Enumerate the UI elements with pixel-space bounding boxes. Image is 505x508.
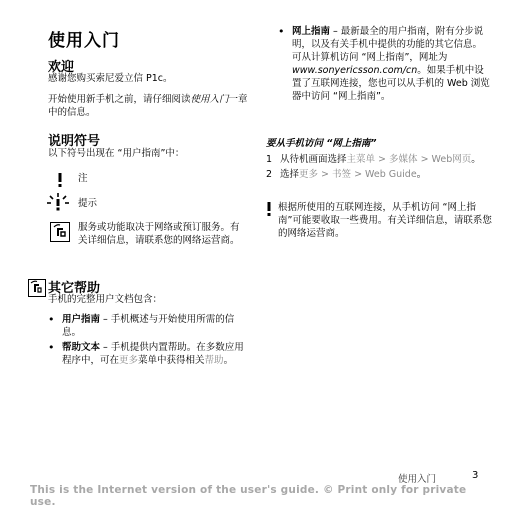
list-item — [278, 25, 490, 103]
step-number: 1 — [266, 154, 273, 165]
symbols-heading: 说明符号 — [48, 134, 101, 149]
intro-text — [48, 93, 253, 119]
bullet-text: 。 — [223, 355, 234, 366]
howto-heading: 要从手机访问 “网上指南” — [266, 138, 377, 149]
note-text: 根据所使用的互联网连接，从手机访问 “网上指南”可能要收取一些费用。有关详细信息，请联系您的网络运营商。 — [278, 202, 492, 239]
tip-icon — [47, 193, 69, 211]
menu-bookmarks: 书签 — [332, 169, 352, 180]
operator-service-icon — [50, 222, 70, 242]
note-icon — [54, 172, 66, 186]
step-item — [266, 153, 488, 166]
intro-suffix: 一章中的信息。 — [48, 94, 248, 118]
intro-link[interactable]: 使用入门 — [190, 94, 229, 105]
welcome-text: 感谢您购买索尼爱立信 P1c。 — [48, 73, 173, 84]
step-text: 。 — [416, 169, 427, 180]
step-text: 选择 — [280, 169, 300, 180]
menu-sep: > — [375, 154, 390, 165]
operator-service-label: 服务或功能取决于网络或预订服务。有关详细信息，请联系您的网络运营商。 — [78, 222, 240, 246]
menu-sep: > — [318, 169, 333, 180]
menu-main: 主菜单 — [346, 154, 376, 165]
help-heading: 其它帮助 — [48, 281, 101, 296]
note-icon — [264, 201, 274, 215]
menu-sep: > — [417, 154, 432, 165]
operator-service-icon — [28, 279, 46, 297]
help-bullets — [48, 313, 253, 369]
step-text: 从待机画面选择 — [280, 154, 347, 165]
bullet-text: – 手机提供内置帮助。在多数应用程序中，可在 — [62, 342, 244, 366]
bullet-bold: 网上指南 — [292, 26, 331, 37]
howto-steps — [266, 153, 488, 183]
help-intro: 手机的完整用户文档包含： — [48, 294, 163, 305]
intro-prefix: 开始使用新手机之前，请仔细阅读 — [48, 94, 191, 105]
step-number: 2 — [266, 169, 273, 180]
menu-more: 更多 — [119, 355, 139, 366]
bullet-text: 菜单中获得相关 — [138, 355, 205, 366]
menu-sep: > — [351, 169, 366, 180]
menu-web-guide: Web Guide — [365, 169, 417, 180]
bullet-bold: 用户指南 — [62, 314, 101, 325]
list-item — [48, 313, 253, 339]
note-label: 注 — [78, 173, 88, 184]
menu-multimedia: 多媒体 — [389, 154, 418, 165]
tip-label: 提示 — [78, 198, 98, 209]
footer-section-name: 使用入门 — [398, 474, 437, 485]
list-item — [48, 341, 253, 367]
page-title: 使用入门 — [48, 31, 120, 51]
online-guide-bullets — [278, 25, 490, 105]
print-notice: This is the Internet version of the user's guide. © Print only for private use. — [30, 484, 467, 508]
step-item — [266, 168, 488, 181]
bullet-bold: 帮助文本 — [62, 342, 101, 353]
page-number: 3 — [472, 470, 479, 481]
step-text: 。 — [471, 154, 481, 165]
menu-more: 更多 — [299, 169, 319, 180]
welcome-heading: 欢迎 — [48, 60, 75, 75]
menu-help: 帮助 — [204, 355, 224, 366]
bullet-text: 。如果手机中设置了互联网连接，您也可以从手机的 Web 浏览器中访问 “网上指南”。 — [292, 65, 490, 102]
website-link[interactable]: www.sonyericsson.com/cn — [292, 65, 418, 76]
bullet-text: – 手机概述与开始使用所需的信息。 — [62, 314, 235, 338]
menu-web: Web网页 — [431, 154, 472, 165]
bullet-text: – 最新最全的用户指南，附有分步说明，以及有关手机中提供的功能的其它信息。可从计算机访问 “网上指南”，网址为 — [292, 26, 484, 63]
symbols-intro: 以下符号出现在 “用户指南”中： — [48, 148, 185, 159]
